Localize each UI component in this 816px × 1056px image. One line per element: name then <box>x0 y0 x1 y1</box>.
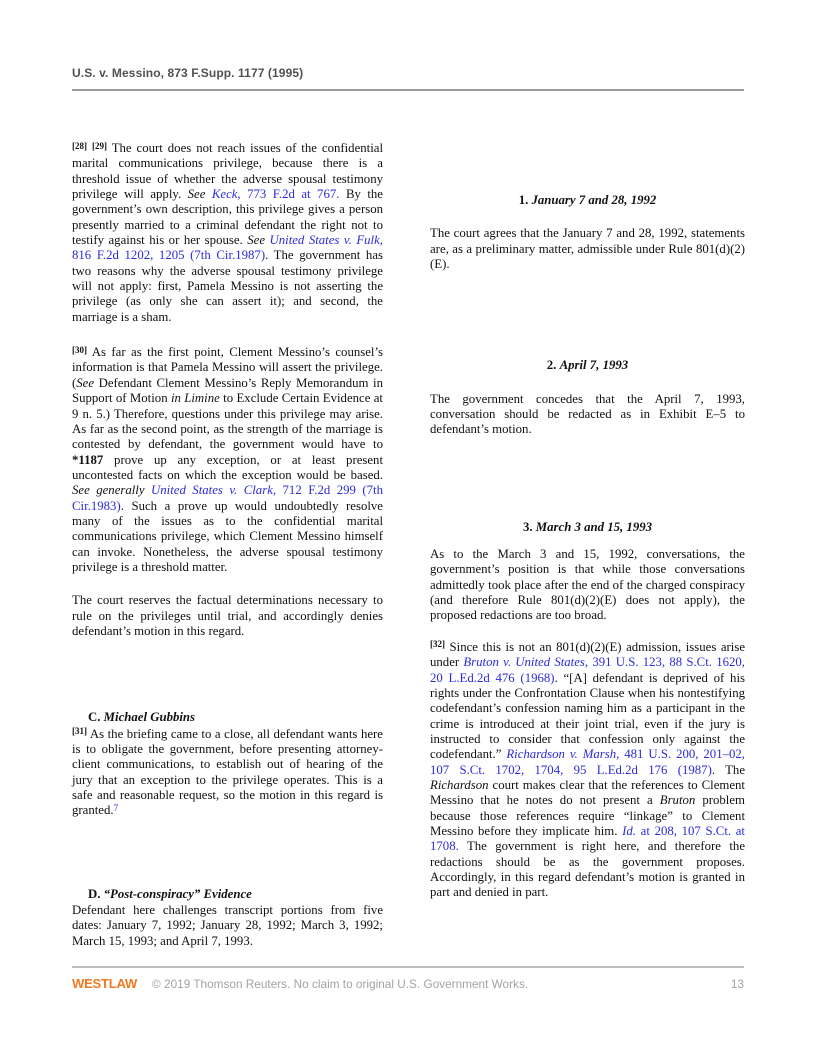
text-segment: 3. <box>522 519 536 534</box>
text-segment: See <box>247 233 270 248</box>
page-number: 13 <box>730 977 744 991</box>
paragraph-number: [29] <box>91 140 107 151</box>
page-header <box>72 66 744 91</box>
text-segment: in Limine <box>170 391 220 406</box>
citation-link[interactable]: 391 U.S. 123, 88 S.Ct. 1620, 20 L.Ed.2d 476 (1968) <box>430 655 745 685</box>
text-segment: The court reserves the factual determinations necessary to rule on the privileges until trial, and accordingly denies defendant’s motion in this regard. <box>72 593 383 638</box>
citation-link[interactable]: United States v. Fulk, <box>269 233 383 248</box>
paragraph-reserve <box>72 593 383 639</box>
text-segment: As the briefing came to a close, all defendant wants here is to obligate the government, before presenting attorney-client communications, to establish out of hearing of the jury that an exception to the privilege operates. This is a safe and reasonable request, so the motion in this regard is granted. <box>72 726 383 818</box>
text-segment: Since this is not an 801(d)(2)(E) admission, issues arise under <box>430 639 745 670</box>
text-segment: As far as the first point, Clement Messino’s counsel’s information is that Pamela Messino will assert the privilege. ( <box>72 345 383 390</box>
text-segment: D. <box>88 886 104 901</box>
citation-link[interactable]: 816 F.2d 1202, 1205 (7th Cir.1987) <box>72 248 266 263</box>
text-segment: problem because those references require “linkage” to Clement Messino before they implicate him. <box>430 793 745 838</box>
text-segment: . Such a prove up would undoubtedly resolve many of the issues as to the confidential marital communications privilege, which Clement Messino himself can invoke. Nonetheless, the adverse spousal testimony privilege is a threshold matter. <box>72 498 383 574</box>
westlaw-logo: WESTLAW <box>72 976 138 991</box>
subsection-heading-2 <box>430 358 745 373</box>
paragraph-28-29 <box>72 141 383 325</box>
text-segment: Michael Gubbins <box>103 710 196 725</box>
case-citation: U.S. v. Messino, 873 F.Supp. 1177 (1995) <box>72 66 304 80</box>
page-footer <box>72 966 744 991</box>
left-column <box>72 135 383 949</box>
text-segment: See generally <box>72 483 152 498</box>
text-segment: . The government has two reasons why the adverse spousal testimony privilege will not apply: first, Pamela Messino is not asserting the privilege (as only she can assert it); and second, the marriage is a sham. <box>72 248 383 324</box>
paragraph-31 <box>72 727 383 819</box>
paragraph-32 <box>430 640 745 901</box>
text-segment: See <box>76 375 95 390</box>
paragraph-number: [32] <box>430 639 445 650</box>
paragraph-number: [30] <box>72 344 87 355</box>
citation-link[interactable]: 481 U.S. 200, 201–02, 107 S.Ct. 1702, 1704, 95 L.Ed.2d 176 (1987) <box>430 747 746 777</box>
text-segment: The court agrees that the January 7 and 28, 1992, statements are, as a preliminary matter, admissible under Rule 801(d)(2)(E). <box>430 226 745 272</box>
section-heading-d <box>72 887 383 902</box>
section-heading-c <box>72 710 383 725</box>
paragraph-apr-7 <box>430 392 745 438</box>
text-segment: The government is right here, and therefore the redactions should be as the government proposes. Accordingly, in this regard defendant’s motion is granted in part and denied in part. <box>430 839 745 900</box>
subsection-heading-1 <box>430 193 745 208</box>
text-segment: C. <box>88 710 104 725</box>
text-segment: prove up any exception, or at least present uncontested facts on which the exception would be based. <box>72 452 383 482</box>
subsection-heading-3 <box>430 520 745 535</box>
citation-link[interactable]: Richardson v. Marsh, <box>506 747 620 762</box>
text-segment: . The <box>711 762 746 777</box>
text-segment: Defendant Clement Messino’s Reply Memorandum in Support of Motion <box>72 375 383 406</box>
citation-link[interactable]: 712 F.2d 299 (7th Cir.1983) <box>72 483 384 513</box>
paragraph-mar-3-15 <box>430 547 745 624</box>
citation-link[interactable]: United States v. Clark, <box>151 483 277 498</box>
footnote-ref[interactable]: 7 <box>113 802 119 813</box>
paragraph-number: [31] <box>72 726 87 737</box>
text-segment: court makes clear that the references to Clement Messino that he notes do not present a <box>430 777 745 808</box>
right-column <box>430 135 745 901</box>
text-segment: By the government’s own description, this privilege gives a person presently married to a criminal defendant the right not to testify against his or her spouse. <box>72 187 383 248</box>
text-segment: The government concedes that the April 7, 1993, conversation should be redacted as in Exhibit E–5 to defendant’s motion. <box>430 391 745 437</box>
text-segment: Bruton <box>659 793 696 808</box>
paragraph-number: [28] <box>72 140 87 151</box>
text-segment: April 7, 1993 <box>559 358 629 373</box>
paragraph-jan-7-28 <box>430 226 745 272</box>
text-segment: . “[A] defendant is deprived of his rights under the Confrontation Clause when his nontestifying codefendant’s confession naming him as a participant in the crime is introduced at their joint trial, even if the jury is instructed to consider that confession only against the codefendant.” <box>430 670 745 762</box>
paragraph-dates <box>72 903 383 949</box>
copyright-notice: © 2019 Thomson Reuters. No claim to original U.S. Government Works. <box>152 977 529 991</box>
text-segment: See <box>187 187 212 202</box>
text-segment: As to the March 3 and 15, 1992, conversations, the government’s position is that while those conversations admittedly took place after the end of the charged conspiracy (and therefore Rule 801(d)(2)(E) does not apply), the proposed redactions are too broad. <box>430 547 745 623</box>
text-segment: The court does not reach issues of the confidential marital communications privilege, because there is a threshold issue of whether the adverse spousal testimony privilege will apply. <box>72 141 384 202</box>
text-segment: Defendant here challenges transcript portions from five dates: January 7, 1992; January 28, 1992; March 3, 1992; March 15, 1993; and April 7, 1993. <box>72 903 383 948</box>
citation-link[interactable]: 773 F.2d at 767. <box>240 187 340 202</box>
text-segment: Richardson <box>430 777 489 792</box>
citation-link[interactable]: at 208, 107 S.Ct. at 1708. <box>430 823 745 854</box>
citation-link[interactable]: Id. <box>622 823 636 838</box>
citation-link[interactable]: Keck, <box>211 187 241 202</box>
text-segment: *1187 <box>72 452 104 467</box>
text-segment: March 3 and 15, 1993 <box>535 519 653 534</box>
paragraph-30 <box>72 345 383 575</box>
text-segment: “Post-conspiracy” Evidence <box>103 886 252 901</box>
text-segment: 1. <box>518 193 532 207</box>
text-segment: January 7 and 28, 1992 <box>531 193 657 207</box>
citation-link[interactable]: Bruton v. United States, <box>463 655 589 670</box>
text-segment: 2. <box>546 358 560 373</box>
text-segment: to Exclude Certain Evidence at 9 n. 5.) Therefore, questions under this privilege may arise. As far as the second point, as the strength of the marriage is contested by defendant, the government would have to <box>72 391 383 452</box>
